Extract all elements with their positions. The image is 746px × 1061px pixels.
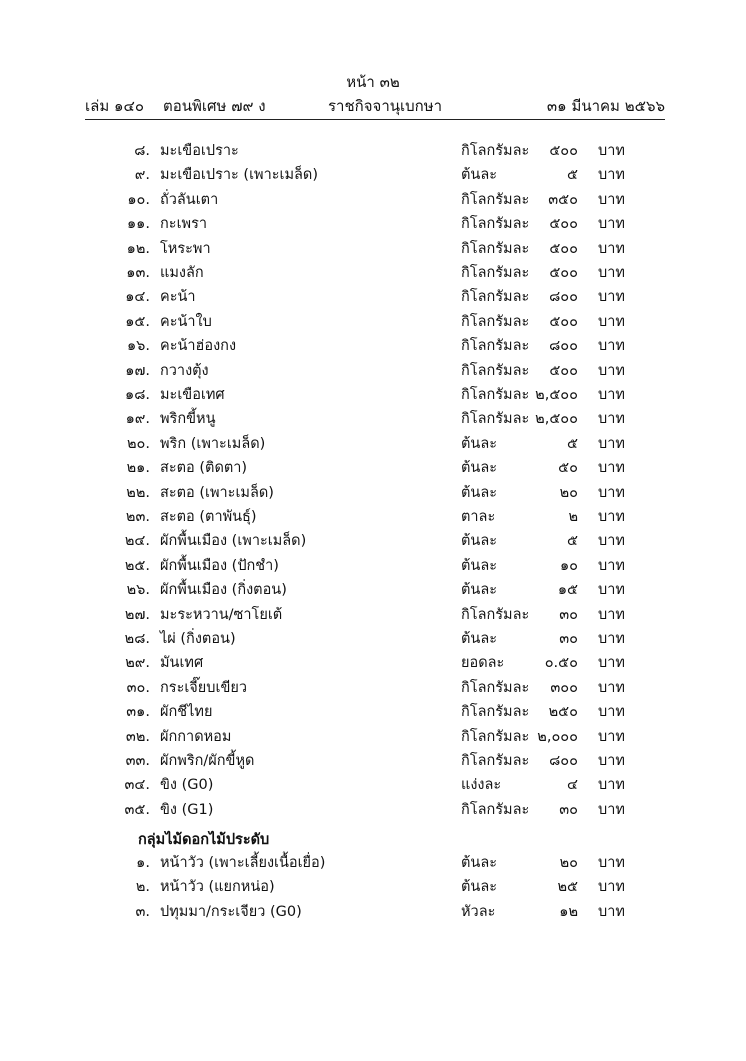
list-item xyxy=(0,554,746,578)
item-number: ๒๘. xyxy=(124,631,150,647)
item-price: ๓๐ xyxy=(559,801,578,818)
item-price: ๕ xyxy=(567,435,578,452)
item-name: แมงลัก xyxy=(160,265,204,281)
item-number: ๑. xyxy=(136,855,150,871)
item-unit: แง่งละ xyxy=(461,777,502,794)
item-number: ๒๓. xyxy=(125,509,150,525)
item-price: ๒,๐๐๐ xyxy=(537,728,578,745)
list-item xyxy=(0,139,746,163)
list-item xyxy=(0,578,746,602)
list-item xyxy=(0,725,746,749)
item-unit: กิโลกรัมละ xyxy=(461,606,530,623)
item-currency: บาท xyxy=(598,265,625,281)
item-unit: ต้นละ xyxy=(461,484,498,501)
item-number: ๒๐. xyxy=(126,435,150,452)
item-number: ๓๓. xyxy=(125,753,150,769)
item-unit: กิโลกรัมละ xyxy=(461,338,530,355)
item-number: ๒๗. xyxy=(124,606,150,623)
item-name: สะตอ (ติดตา) xyxy=(160,460,248,477)
item-price: ๒,๕๐๐ xyxy=(535,411,578,428)
item-currency: บาท xyxy=(598,533,625,550)
item-unit: กิโลกรัมละ xyxy=(461,801,530,818)
item-currency: บาท xyxy=(598,606,625,623)
item-price: ๓๐ xyxy=(559,606,578,623)
item-name: โหระพา xyxy=(160,240,211,257)
item-number: ๓. xyxy=(135,903,150,920)
item-unit: กิโลกรัมละ xyxy=(461,240,530,257)
item-number: ๒๖. xyxy=(126,582,150,599)
item-unit: กิโลกรัมละ xyxy=(461,411,530,428)
item-number: ๑๘. xyxy=(125,387,150,403)
item-name: มะเขือเทศ xyxy=(160,387,225,403)
item-name: ขิง (G1) xyxy=(160,801,214,818)
item-currency: บาท xyxy=(598,728,625,745)
item-currency: บาท xyxy=(598,679,625,696)
item-currency: บาท xyxy=(598,879,625,896)
item-unit: กิโลกรัมละ xyxy=(461,728,530,745)
item-currency: บาท xyxy=(598,362,625,379)
list-item xyxy=(0,773,746,797)
item-price: ๕ xyxy=(567,533,578,550)
item-price: ๔ xyxy=(567,777,578,794)
item-price: ๓๕๐ xyxy=(548,191,578,208)
list-item xyxy=(0,334,746,358)
item-currency: บาท xyxy=(598,704,625,721)
item-price: ๕๐๐ xyxy=(549,362,578,379)
list-item xyxy=(0,383,746,407)
list-item xyxy=(0,237,746,261)
item-currency: บาท xyxy=(598,387,625,403)
list-item xyxy=(0,407,746,431)
list-item xyxy=(0,261,746,285)
item-name: ไผ่ (กิ่งตอน) xyxy=(160,631,236,647)
section-heading: กลุ่มไม้ดอกไม้ประดับ xyxy=(138,832,270,848)
item-unit: ต้นละ xyxy=(461,582,498,599)
item-currency: บาท xyxy=(598,191,625,208)
item-price: ๘๐๐ xyxy=(549,753,578,769)
item-number: ๑๒. xyxy=(126,240,150,257)
item-name: หน้าวัว (เพาะเลี้ยงเนื้อเยื่อ) xyxy=(160,855,326,871)
list-item xyxy=(0,798,746,822)
item-currency: บาท xyxy=(598,411,625,428)
item-price: ๕๐๐ xyxy=(549,143,578,159)
item-name: ผักพริก/ผักขี้หูด xyxy=(160,753,255,769)
item-name: คะน้า xyxy=(160,289,196,306)
item-number: ๑๓. xyxy=(126,265,150,281)
item-name: ผักชีไทย xyxy=(160,704,213,721)
item-name: ถั่วลันเตา xyxy=(160,191,219,208)
item-number: ๒๔. xyxy=(124,533,150,550)
item-number: ๓๔. xyxy=(124,777,150,794)
item-unit: ตาละ xyxy=(461,509,496,525)
list-item xyxy=(0,529,746,553)
item-name: มะระหวาน/ซาโยเต้ xyxy=(160,606,283,623)
list-item xyxy=(0,676,746,700)
item-currency: บาท xyxy=(598,313,625,330)
item-unit: กิโลกรัมละ xyxy=(461,387,530,403)
item-price: ๒ xyxy=(568,509,578,525)
item-number: ๑๗. xyxy=(125,362,150,379)
item-currency: บาท xyxy=(598,631,625,647)
item-name: กระเจี๊ยบเขียว xyxy=(160,679,248,696)
item-name: กวางตุ้ง xyxy=(160,362,209,379)
list-item xyxy=(0,627,746,651)
item-unit: ต้นละ xyxy=(461,460,498,477)
item-currency: บาท xyxy=(598,753,625,769)
item-currency: บาท xyxy=(598,903,625,920)
item-price: ๕๐๐ xyxy=(549,313,578,330)
item-price: ๒๕ xyxy=(557,879,578,896)
item-number: ๒๙. xyxy=(125,655,150,672)
item-number: ๑๐. xyxy=(127,191,150,208)
item-price: ๒๕๐ xyxy=(548,704,578,721)
item-name: ปทุมมา/กระเจียว (G0) xyxy=(160,903,302,920)
list-item xyxy=(0,432,746,456)
item-number: ๓๒. xyxy=(125,728,150,745)
item-unit: หัวละ xyxy=(461,903,496,920)
item-price: ๓๐๐ xyxy=(550,679,578,696)
header-rule xyxy=(85,119,665,120)
item-currency: บาท xyxy=(598,240,625,257)
item-currency: บาท xyxy=(598,509,625,525)
item-unit: กิโลกรัมละ xyxy=(461,704,530,721)
item-unit: ต้นละ xyxy=(461,167,498,184)
list-item xyxy=(0,851,746,875)
item-unit: กิโลกรัมละ xyxy=(461,143,530,159)
item-name: คะน้าใบ xyxy=(160,313,212,330)
item-name: ผักพื้นเมือง (เพาะเมล็ด) xyxy=(160,533,307,550)
issue-label: ตอนพิเศษ ๗๙ ง xyxy=(163,97,266,115)
item-price: ๘๐๐ xyxy=(549,289,578,306)
item-price: ๒,๕๐๐ xyxy=(535,387,578,403)
item-currency: บาท xyxy=(598,655,625,672)
item-price: ๕๐๐ xyxy=(549,265,578,281)
item-price: ๑๐ xyxy=(559,557,578,574)
issue-date: ๓๑ มีนาคม ๒๕๖๖ xyxy=(546,97,665,115)
item-currency: บาท xyxy=(598,777,625,794)
volume-label: เล่ม ๑๔๐ xyxy=(85,97,145,115)
list-item xyxy=(0,310,746,334)
gazette-header xyxy=(85,94,665,116)
item-unit: กิโลกรัมละ xyxy=(461,313,530,330)
item-name: ผักพื้นเมือง (ปักชำ) xyxy=(160,557,279,574)
list-item xyxy=(0,456,746,480)
item-price: ๕๐ xyxy=(558,460,578,477)
item-currency: บาท xyxy=(598,557,625,574)
item-number: ๑๑. xyxy=(126,216,150,233)
item-name: พริก (เพาะเมล็ด) xyxy=(160,435,266,452)
item-currency: บาท xyxy=(598,460,625,477)
page-number: หน้า ๓๒ xyxy=(346,73,400,91)
item-name: ผักกาดหอม xyxy=(160,728,232,745)
item-name: มันเทศ xyxy=(160,655,204,672)
item-price: ๑๕ xyxy=(557,582,578,599)
item-name: ผักพื้นเมือง (กิ่งตอน) xyxy=(160,582,287,599)
item-unit: กิโลกรัมละ xyxy=(461,191,530,208)
item-price: ๐.๕๐ xyxy=(544,655,578,672)
list-item xyxy=(0,875,746,899)
item-price: ๘๐๐ xyxy=(549,338,578,355)
item-currency: บาท xyxy=(598,289,625,306)
item-name: สะตอ (เพาะเมล็ด) xyxy=(160,484,274,501)
list-item xyxy=(0,359,746,383)
list-item xyxy=(0,749,746,773)
item-number: ๒๕. xyxy=(124,557,150,574)
item-number: ๒๒. xyxy=(126,484,150,501)
item-unit: ต้นละ xyxy=(461,435,498,452)
item-currency: บาท xyxy=(598,801,625,818)
list-item xyxy=(0,285,746,309)
item-unit: กิโลกรัมละ xyxy=(461,265,530,281)
item-price: ๕ xyxy=(567,167,578,184)
list-item xyxy=(0,481,746,505)
item-currency: บาท xyxy=(598,216,625,233)
item-currency: บาท xyxy=(598,855,625,871)
item-name: มะเขือเปราะ (เพาะเมล็ด) xyxy=(160,167,318,184)
item-number: ๑๕. xyxy=(125,313,150,330)
list-item xyxy=(0,603,746,627)
item-price: ๕๐๐ xyxy=(549,216,578,233)
list-item xyxy=(0,163,746,187)
item-number: ๑๔. xyxy=(125,289,150,306)
item-name: พริกขี้หนู xyxy=(160,411,216,428)
item-name: มะเขือเปราะ xyxy=(160,143,239,159)
item-price: ๑๒ xyxy=(559,903,578,920)
gazette-name: ราชกิจจานุเบกษา xyxy=(328,97,443,115)
item-unit: ต้นละ xyxy=(461,631,498,647)
item-price: ๕๐๐ xyxy=(549,240,578,257)
item-name: ขิง (G0) xyxy=(160,777,214,794)
item-name: กะเพรา xyxy=(160,216,208,233)
item-unit: กิโลกรัมละ xyxy=(461,679,530,696)
item-currency: บาท xyxy=(598,582,625,599)
item-name: คะน้าฮ่องกง xyxy=(160,338,237,355)
item-number: ๓๑. xyxy=(126,704,150,721)
item-price: ๓๐ xyxy=(559,631,578,647)
item-name: สะตอ (ตาพันธุ์) xyxy=(160,509,257,525)
item-number: ๘. xyxy=(134,143,150,159)
item-unit: ต้นละ xyxy=(461,855,498,871)
item-number: ๒๑. xyxy=(126,460,150,477)
item-unit: กิโลกรัมละ xyxy=(461,216,530,233)
item-unit: กิโลกรัมละ xyxy=(461,753,530,769)
item-number: ๒. xyxy=(135,879,150,896)
item-currency: บาท xyxy=(598,338,625,355)
item-number: ๑๖. xyxy=(126,338,150,355)
item-price: ๒๐ xyxy=(559,855,578,871)
list-item xyxy=(0,651,746,675)
item-name: หน้าวัว (แยกหน่อ) xyxy=(160,879,275,896)
item-currency: บาท xyxy=(598,167,625,184)
item-number: ๑๙. xyxy=(125,411,150,428)
item-price: ๒๐ xyxy=(559,484,578,501)
item-unit: ต้นละ xyxy=(461,879,498,896)
list-item xyxy=(0,700,746,724)
list-item xyxy=(0,900,746,924)
item-currency: บาท xyxy=(598,484,625,501)
item-unit: ต้นละ xyxy=(461,557,498,574)
item-unit: ต้นละ xyxy=(461,533,498,550)
list-item xyxy=(0,188,746,212)
item-unit: กิโลกรัมละ xyxy=(461,362,530,379)
item-number: ๓๐. xyxy=(126,679,150,696)
item-currency: บาท xyxy=(598,143,625,159)
item-unit: กิโลกรัมละ xyxy=(461,289,530,306)
item-number: ๙. xyxy=(134,167,150,184)
list-item xyxy=(0,212,746,236)
list-item xyxy=(0,505,746,529)
item-unit: ยอดละ xyxy=(461,655,505,672)
item-number: ๓๕. xyxy=(124,801,150,818)
item-currency: บาท xyxy=(598,435,625,452)
